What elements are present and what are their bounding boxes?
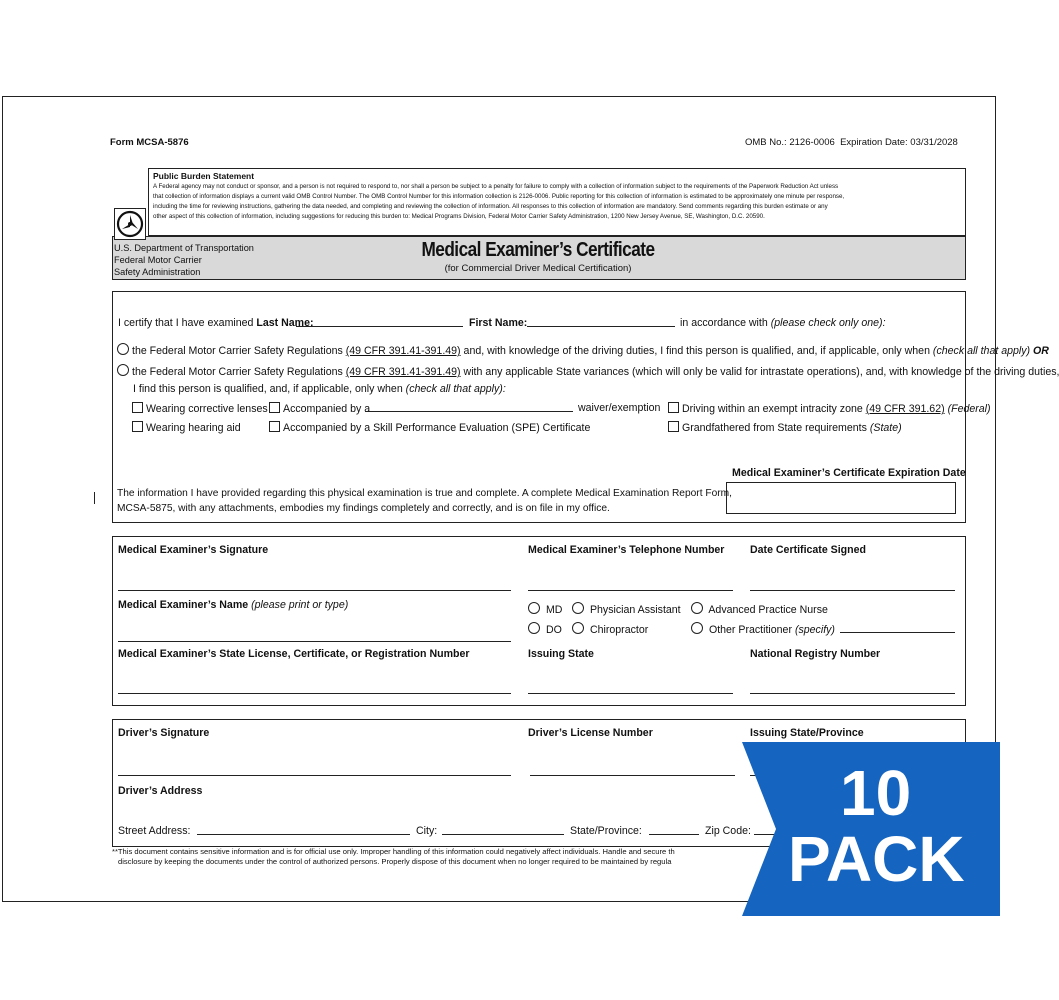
checkbox-label: Accompanied by a xyxy=(283,403,371,415)
margin-mark xyxy=(94,492,95,504)
driver-address-label: Driver’s Address xyxy=(118,785,203,797)
checkbox-hearing[interactable] xyxy=(132,421,241,434)
omb-number: OMB No.: 2126-0006 xyxy=(745,137,835,148)
city-field[interactable] xyxy=(442,834,564,835)
credential-label: MD xyxy=(545,604,563,616)
state-label: State/Province: xyxy=(570,825,642,837)
examiner-name-label xyxy=(118,599,348,611)
radio[interactable] xyxy=(691,602,703,614)
examiner-name-hint: (please print or type) xyxy=(251,599,349,611)
state-label: (State) xyxy=(869,422,902,434)
option-state-text-2: I find this person is qualified, and, if applicable, only when xyxy=(133,383,403,395)
agency-line: Safety Administration xyxy=(114,267,201,277)
statement-line: MCSA-5875, with any attachments, embodies my findings completely and correctly, and is on file in my office. xyxy=(117,503,610,514)
checkbox-label: Wearing hearing aid xyxy=(146,422,241,434)
radio[interactable] xyxy=(691,622,703,634)
credential-label: Chiropractor xyxy=(589,624,649,636)
burden-line: A Federal agency may not conduct or sponsor, and a person is not required to respond to, nor shall a person be subject to a penalty for failure to comply with a collection of information subject to the requirements of the Paperwork Reduction Act unless xyxy=(153,183,839,190)
omb-info xyxy=(745,137,958,148)
check-one-label: (please check only one): xyxy=(770,317,886,329)
expiration-date-field[interactable] xyxy=(726,482,956,514)
checkbox-label: Driving within an exempt intracity zone xyxy=(682,403,863,415)
credential-do[interactable] xyxy=(528,622,562,636)
checkbox-spe[interactable] xyxy=(269,421,590,434)
driver-license-field[interactable] xyxy=(530,775,735,776)
option-state-text: with any applicable State variances (which will only be valid for intrastate operations), and, with knowledge of the driving duties, xyxy=(463,366,1059,378)
state-field[interactable] xyxy=(649,834,699,835)
date-signed-label: Date Certificate Signed xyxy=(750,544,866,556)
examiner-signature-field[interactable] xyxy=(118,590,511,591)
burden-title: Public Burden Statement xyxy=(153,171,255,181)
radio[interactable] xyxy=(572,622,584,634)
driver-signature-label: Driver’s Signature xyxy=(118,727,210,739)
badge-count: 10 xyxy=(840,757,912,829)
credential-label: Physician Assistant xyxy=(589,604,681,616)
page-subtitle: (for Commercial Driver Medical Certification) xyxy=(444,263,632,274)
certify-row xyxy=(118,317,314,329)
checkbox-label: Grandfathered from State requirements xyxy=(682,422,867,434)
accordance-label: in accordance with xyxy=(680,317,768,329)
option-federal[interactable] xyxy=(117,343,1049,357)
option-federal-label: the Federal Motor Carrier Safety Regulations xyxy=(132,345,343,357)
checkbox-lenses[interactable] xyxy=(132,402,268,415)
checkbox[interactable] xyxy=(269,421,280,432)
dot-logo-icon xyxy=(114,208,146,240)
attestation-statement xyxy=(117,486,732,516)
burden-line: including the time for reviewing instructions, gathering the data needed, and completing and reviewing the collection of information. All responses to this collection of information are mandatory. Send comments regarding this burden estimate or any xyxy=(153,203,828,210)
examiner-telephone-label: Medical Examiner’s Telephone Number xyxy=(528,544,725,556)
checkbox[interactable] xyxy=(132,402,143,413)
option-federal-text: and, with knowledge of the driving duties, I find this person is qualified, and, if applicable, only when xyxy=(463,345,930,357)
expiration-date: Expiration Date: 03/31/2028 xyxy=(840,137,958,148)
credential-label: Other Practitioner xyxy=(708,624,792,636)
other-practitioner-field[interactable] xyxy=(840,632,955,633)
checkbox-grandfathered[interactable] xyxy=(668,421,902,434)
or-label: OR xyxy=(1033,345,1049,357)
agency-line: Federal Motor Carrier xyxy=(114,255,202,265)
radio[interactable] xyxy=(528,622,540,634)
radio[interactable] xyxy=(572,602,584,614)
first-name-label: First Name: xyxy=(469,317,528,329)
registry-number-label: National Registry Number xyxy=(750,648,881,660)
option-state[interactable] xyxy=(117,364,1059,378)
checkbox-exempt[interactable] xyxy=(668,402,991,415)
date-signed-field[interactable] xyxy=(750,590,955,591)
form-id: Form MCSA-5876 xyxy=(110,137,189,148)
ten-pack-badge xyxy=(742,742,1000,916)
credential-md[interactable] xyxy=(528,602,562,616)
burden-line: that collection of information displays a current valid OMB Control Number. The OMB Control Number for this information collection is 2126-0006. Public reporting for this collection of information is estimated to be approximately one minute per response, xyxy=(153,193,845,200)
cfr-link[interactable]: (49 CFR 391.62) xyxy=(865,403,945,415)
option-state-continued xyxy=(133,383,506,395)
option-state-radio[interactable] xyxy=(117,364,129,376)
cfr-link[interactable]: (49 CFR 391.41-391.49) xyxy=(345,345,461,357)
issuing-state-label: Issuing State xyxy=(528,648,594,660)
specify-hint: (specify) xyxy=(794,624,835,636)
waiver-label: waiver/exemption xyxy=(578,402,661,414)
issuing-state-field[interactable] xyxy=(528,693,733,694)
credential-other[interactable] xyxy=(691,622,835,636)
driver-signature-field[interactable] xyxy=(118,775,511,776)
certify-intro: I certify that I have examined xyxy=(118,317,254,329)
driver-license-label: Driver’s License Number xyxy=(528,727,653,739)
badge-pack: PACK xyxy=(788,823,965,895)
examiner-name-text: Medical Examiner’s Name xyxy=(118,599,249,611)
expiration-date-label: Medical Examiner’s Certificate Expiration Date xyxy=(732,467,966,479)
credential-chiro[interactable] xyxy=(572,622,648,636)
zip-label: Zip Code: xyxy=(705,825,751,837)
footer-notice xyxy=(112,847,772,867)
federal-label: (Federal) xyxy=(947,403,991,415)
check-all-label: (check all that apply) xyxy=(932,345,1031,357)
title-block xyxy=(380,239,696,274)
credential-label: Advanced Practice Nurse xyxy=(708,604,828,616)
registry-number-field[interactable] xyxy=(750,693,955,694)
credential-label: DO xyxy=(545,624,562,636)
burden-line: other aspect of this collection of information, including suggestions for reducing this burden to: Medical Programs Division, Federal Motor Carrier Safety Administration, 1200 New Jersey Avenue, SE, Washington, D.C. 20590. xyxy=(153,213,765,220)
footer-line: **This document contains sensitive information and is for official use only. Improper handling of this information could negatively affect individuals. Handle and secure th xyxy=(112,847,675,856)
check-all-label: (check all that apply): xyxy=(405,383,506,395)
city-label: City: xyxy=(416,825,438,837)
credential-pa[interactable] xyxy=(572,602,681,616)
checkbox-label: Accompanied by a Skill Performance Evaluation (SPE) Certificate xyxy=(283,422,591,434)
checkbox[interactable] xyxy=(668,402,679,413)
statement-line: The information I have provided regarding this physical examination is true and complete. A complete Medical Examination Report Form, xyxy=(117,488,732,499)
checkbox[interactable] xyxy=(132,421,143,432)
agency-name xyxy=(114,242,264,278)
street-field[interactable] xyxy=(197,834,410,835)
checkbox-accompanied[interactable] xyxy=(269,402,370,415)
first-name-field[interactable] xyxy=(527,326,675,327)
last-name-field[interactable] xyxy=(296,326,463,327)
checkbox-label: Wearing corrective lenses xyxy=(146,403,268,415)
page-title: Medical Examiner’s Certificate xyxy=(421,239,655,261)
cfr-link[interactable]: (49 CFR 391.41-391.49) xyxy=(345,366,461,378)
option-state-label: the Federal Motor Carrier Safety Regulations xyxy=(132,366,343,378)
examiner-signature-label: Medical Examiner’s Signature xyxy=(118,544,269,556)
radio[interactable] xyxy=(528,602,540,614)
checkbox[interactable] xyxy=(269,402,280,413)
burden-statement xyxy=(148,168,966,236)
examiner-name-field[interactable] xyxy=(118,641,511,642)
option-federal-radio[interactable] xyxy=(117,343,129,355)
waiver-field[interactable] xyxy=(365,411,573,412)
examiner-section xyxy=(112,536,966,706)
license-number-label: Medical Examiner’s State License, Certificate, or Registration Number xyxy=(118,648,470,660)
credential-apn[interactable] xyxy=(691,602,828,616)
agency-line: U.S. Department of Transportation xyxy=(114,243,254,253)
examiner-telephone-field[interactable] xyxy=(528,590,733,591)
license-number-field[interactable] xyxy=(118,693,511,694)
last-name-label: Last Name: xyxy=(256,317,314,329)
street-label: Street Address: xyxy=(118,825,191,837)
footer-line: disclosure by keeping the documents under the control of authorized persons. Properly dispose of this document when no longer required to be maintained by regula xyxy=(118,857,672,866)
checkbox[interactable] xyxy=(668,421,679,432)
accordance-text xyxy=(680,317,886,329)
driver-issuing-label: Issuing State/Province xyxy=(750,727,864,739)
